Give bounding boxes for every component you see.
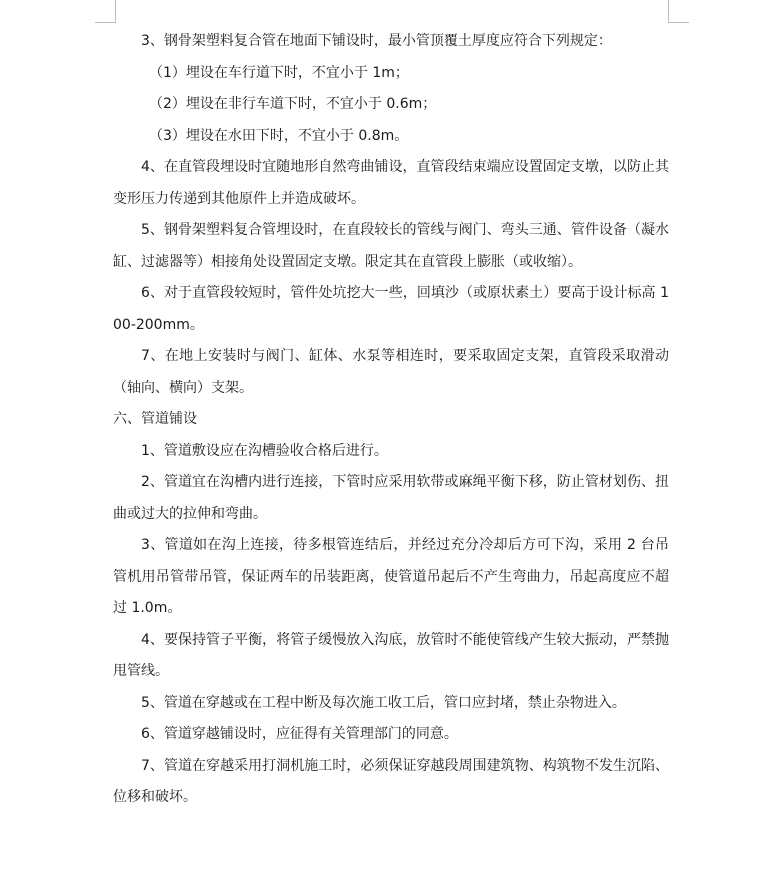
list-item-2: （2）埋设在非行车道下时，不宜小于 0.6m；	[149, 96, 437, 112]
list-item-1: （1）埋设在车行道下时，不宜小于 1m；	[149, 64, 409, 81]
section-paragraph-7: 7、管道在穿越采用打洞机施工时，必须保证穿越段周围建筑物、构筑物不发生沉陷、位移和破坏。	[113, 757, 669, 805]
section-paragraph-3: 3、管道如在沟上连接，待多根管连结后，并经过充分冷却后方可下沟，采用 2 台吊管机用吊管带吊管，保证两车的吊装距离，使管道吊起后不产生弯曲力，吊起高度应不超过 1.0m。	[113, 537, 669, 616]
section-paragraph-1: 1、管道敷设应在沟槽验收合格后进行。	[141, 442, 388, 459]
section-paragraph-2: 2、管道宜在沟槽内进行连接，下管时应采用软带或麻绳平衡下移，防止管材划伤、扭曲或过大的拉伸和弯曲。	[113, 474, 669, 522]
section-paragraph-6: 6、管道穿越铺设时，应征得有关管理部门的同意。	[141, 726, 458, 742]
paragraph-3: 3、钢骨架塑料复合管在地面下铺设时，最小管顶覆土厚度应符合下列规定：	[141, 33, 612, 49]
margin-corner-mark-right	[668, 0, 689, 23]
list-item-3: （3）埋设在水田下时，不宜小于 0.8m。	[149, 127, 409, 144]
section-heading: 六、管道铺设	[113, 411, 197, 427]
margin-corner-mark-left	[95, 0, 116, 23]
paragraph-4: 4、在直管段埋设时宜随地形自然弯曲铺设，直管段结束端应设置固定支墩，以防止其变形压力传递到其他原件上并造成破坏。	[113, 159, 669, 207]
paragraph-6: 6、对于直管段较短时，管件处坑挖大一些，回填沙（或原状素土）要高于设计标高 100-200mm。	[113, 285, 669, 333]
section-paragraph-4: 4、要保持管子平衡，将管子缓慢放入沟底，放管时不能使管线产生较大振动，严禁抛甩管线。	[113, 631, 669, 679]
document-body[interactable]	[113, 26, 669, 814]
paragraph-7: 7、在地上安装时与阀门、缸体、水泵等相连时，要采取固定支架，直管段采取滑动（轴向、横向）支架。	[113, 348, 669, 396]
section-paragraph-5: 5、管道在穿越或在工程中断及每次施工收工后，管口应封堵，禁止杂物进入。	[141, 694, 626, 711]
paragraph-5: 5、钢骨架塑料复合管埋设时，在直段较长的管线与阀门、弯头三通、管件设备（凝水缸、过滤器等）相接角处设置固定支墩。限定其在直管段上膨胀（或收缩）。	[113, 222, 669, 270]
